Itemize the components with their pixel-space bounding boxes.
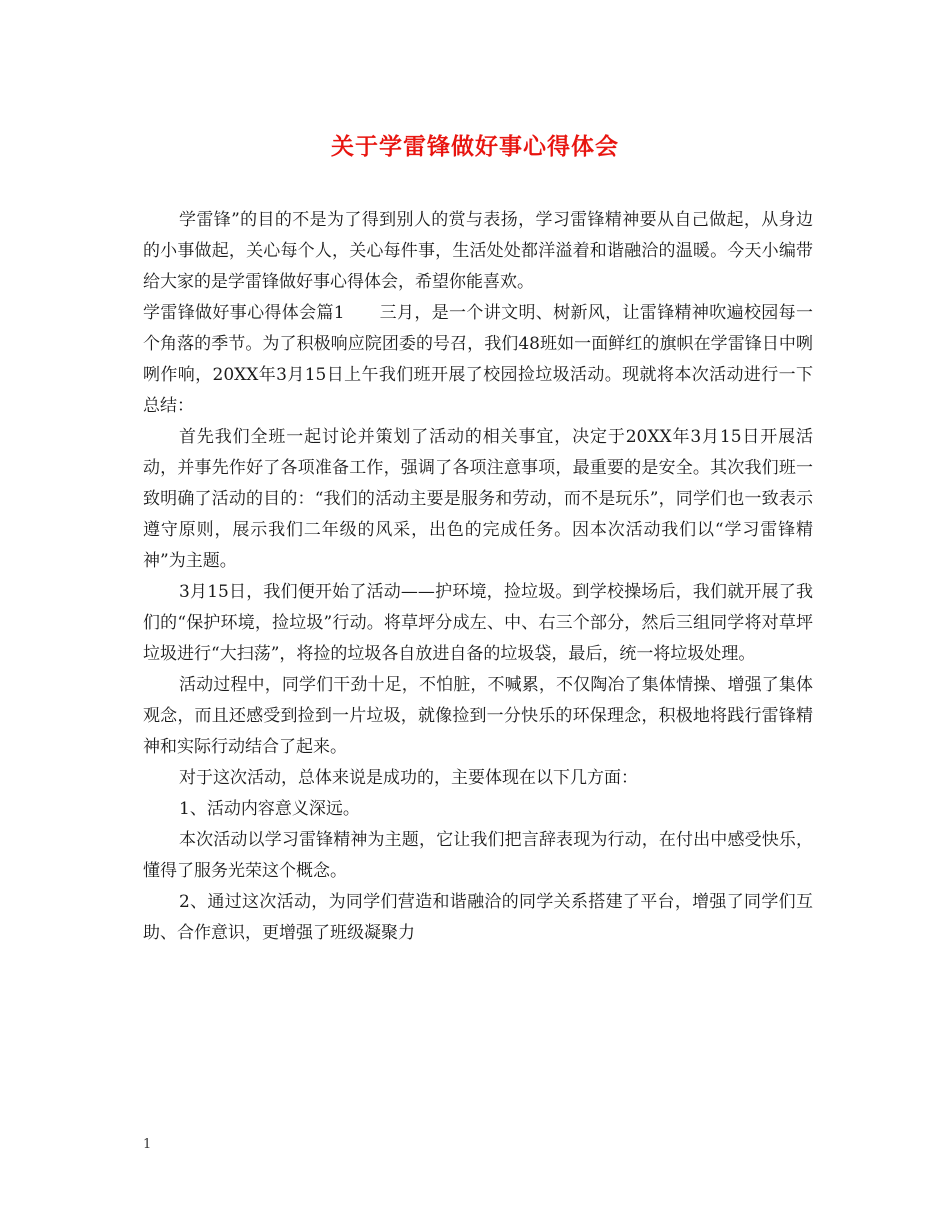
document-title: 关于学雷锋做好事心得体会 xyxy=(331,134,619,160)
paragraph-planning: 首先我们全班一起讨论并策划了活动的相关事宜，决定于20XX年3月15日开展活动，并事先作好了各项准备工作，强调了各项注意事项，最重要的是安全。其次我们班一致明确了活动的目的：“我们的活动主要是服务和劳动，而不是玩乐”，同学们也一致表示遵守原则，展示我们二年级的风采，出色的完成任务。因本次活动我们以“学习雷锋精神”为主题。 xyxy=(143,427,813,571)
paragraph-article-1-start: 学雷锋做好事心得体会篇1 三月，是一个讲文明、树新风，让雷锋精神吹遍校园每一个角落的季节。为了积极响应院团委的号召，我们48班如一面鲜红的旗帜在学雷锋日中咧咧作响，20XX年3月15日上午我们班开展了校园捡垃圾活动。现就将本次活动进行一下总结： xyxy=(143,303,813,416)
paragraph-intro: 学雷锋”的目的不是为了得到别人的赏与表扬，学习雷锋精神要从自己做起，从身边的小事做起，关心每个人，关心每件事，生活处处都洋溢着和谐融洽的温暖。今天小编带给大家的是学雷锋做好事心得体会，希望你能喜欢。 xyxy=(143,210,813,292)
paragraph-point-1-detail: 本次活动以学习雷锋精神为主题，它让我们把言辞表现为行动，在付出中感受快乐，懂得了服务光荣这个概念。 xyxy=(143,830,813,881)
page-number: 1 xyxy=(143,1137,152,1152)
document-body xyxy=(143,205,813,949)
paragraph-point-2: 2、通过这次活动，为同学们营造和谐融洽的同学关系搭建了平台，增强了同学们互助、合作意识，更增强了班级凝聚力 xyxy=(143,892,813,943)
paragraph-summary-intro: 对于这次活动，总体来说是成功的，主要体现在以下几方面： xyxy=(179,768,638,788)
paragraph-process: 活动过程中，同学们干劲十足，不怕脏，不喊累，不仅陶冶了集体情操、增强了集体观念，而且还感受到捡到一片垃圾，就像捡到一分快乐的环保理念，积极地将践行雷锋精神和实际行动结合了起来。 xyxy=(143,675,813,757)
paragraph-point-1: 1、活动内容意义深远。 xyxy=(179,799,360,819)
paragraph-march-15: 3月15日，我们便开始了活动——护环境，捡垃圾。到学校操场后，我们就开展了我们的“保护环境，捡垃圾”行动。将草坪分成左、中、右三个部分，然后三组同学将对草坪垃圾进行“大扫荡”，将捡的垃圾各自放进自备的垃圾袋，最后，统一将垃圾处理。 xyxy=(143,582,813,664)
